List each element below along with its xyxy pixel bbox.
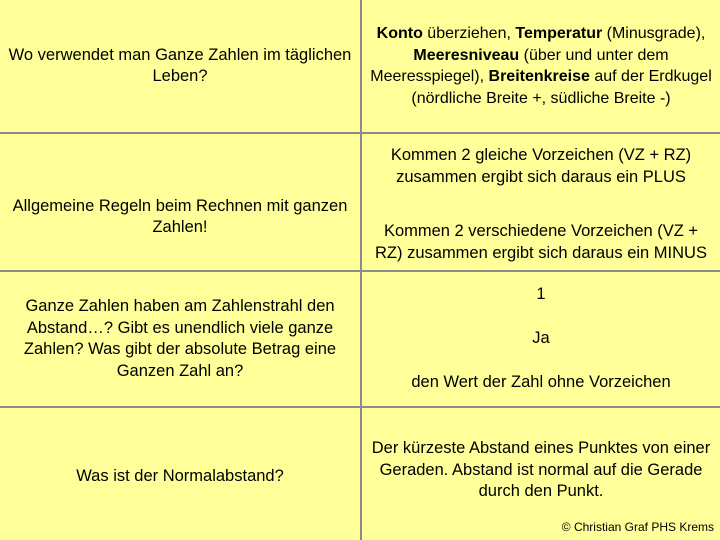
copyright-notice: © Christian Graf PHS Krems <box>561 520 714 534</box>
answer-1-fragment: (über und unter dem Meeresspiegel), <box>370 46 669 85</box>
question-1: Wo verwendet man Ganze Zahlen im täglichen Leben? <box>8 45 352 85</box>
answer-1-text <box>370 23 712 109</box>
answer-1-keyword: Temperatur <box>515 25 603 42</box>
question-3: Ganze Zahlen haben am Zahlenstrahl den Abstand…? Gibt es unendlich viele ganze Zahlen? Was gibt der absolute Betrag eine Ganzen Zahl an? <box>23 297 337 380</box>
answer-1-keyword: Konto <box>376 25 423 42</box>
answer-3 <box>362 272 720 406</box>
answer-1-keyword: Breitenkreise <box>488 68 590 85</box>
qa-row-1 <box>0 0 720 132</box>
answer-absolute-value: den Wert der Zahl ohne Vorzeichen <box>411 372 671 391</box>
answer-infinite: Ja <box>532 328 550 347</box>
answer-1-fragment: überziehen, <box>422 25 516 42</box>
answer-1-fragment: (Minusgrade), <box>602 25 706 42</box>
answer-4: Der kürzeste Abstand eines Punktes von einer Geraden. Abstand ist normal auf die Gerade durch den Punkt. <box>371 439 711 500</box>
qa-row-3 <box>0 272 720 406</box>
question-2: Allgemeine Regeln beim Rechnen mit ganzen Zahlen! <box>12 196 348 236</box>
answer-2 <box>362 134 720 270</box>
rule-different-signs: Kommen 2 verschiedene Vorzeichen (VZ + RZ) zusammen ergibt sich daraus ein MINUS <box>375 222 707 262</box>
answer-1 <box>362 0 720 132</box>
answer-1-fragment: auf der Erdkugel (nördliche Breite +, südliche Breite -) <box>411 68 712 107</box>
answer-distance: 1 <box>536 285 546 303</box>
rule-same-signs: Kommen 2 gleiche Vorzeichen (VZ + RZ) zusammen ergibt sich daraus ein PLUS <box>390 146 692 186</box>
answer-1-keyword: Meeresniveau <box>413 46 520 64</box>
question-4: Was ist der Normalabstand? <box>76 467 284 486</box>
qa-row-2 <box>0 134 720 270</box>
